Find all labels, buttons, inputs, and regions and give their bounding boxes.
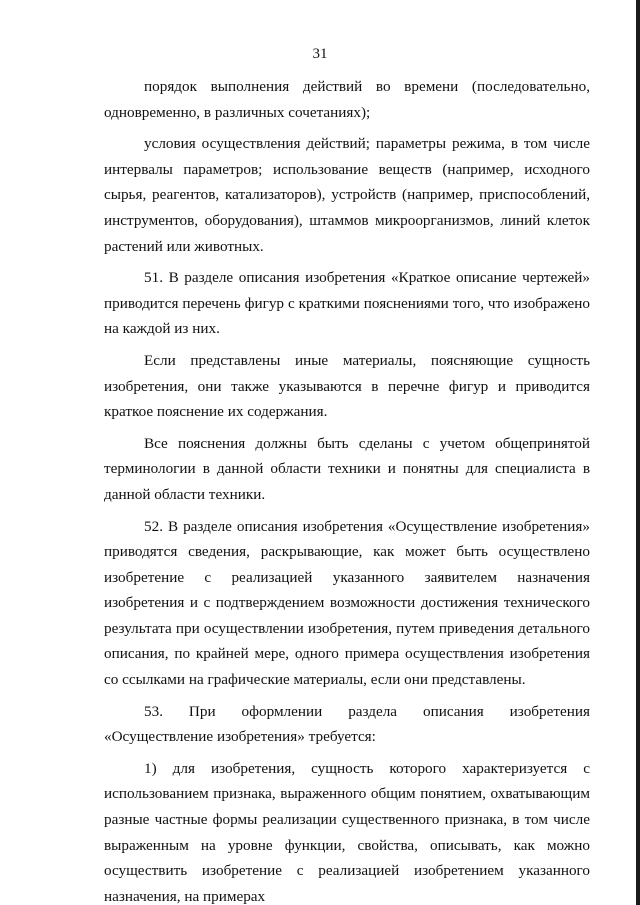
paragraph-53: 53. При оформлении раздела описания изобретения «Осуществление изобретения» требуется: xyxy=(104,702,590,746)
page-number: 31 xyxy=(312,46,328,62)
paragraph-explanations: Все пояснения должны быть сделаны с учетом общепринятой терминологии в данной области техники и понятны для специалиста в данной области техники. xyxy=(104,434,590,503)
body-text xyxy=(104,74,590,905)
paragraph-52: 52. В разделе описания изобретения «Осуществление изобретения» приводятся сведения, раскрывающие, как может быть осуществлено изобретение с реализацией указанного заявителем назначения изобретения и с подтверждением возможности достижения технического результата при осуществлении изобретения, путем приведения детального описания, по крайней мере, одного примера осуществления изобретения со ссылками на графические материалы, если они представлены. xyxy=(104,517,590,689)
paragraph-conditions: условия осуществления действий; параметры режима, в том числе интервалы параметров; использование веществ (например, исходного сырья, реагентов, катализаторов), устройств (например, приспособлений, инструментов, оборудования), штаммов микроорганизмов, линий клеток растений или животных. xyxy=(104,135,590,255)
paragraph-order-of-actions: порядок выполнения действий во времени (последовательно, одновременно, в различных сочетаниях); xyxy=(104,78,590,121)
scan-edge-shadow xyxy=(636,0,640,905)
paragraph-other-materials: Если представлены иные материалы, поясняющие сущность изобретения, они также указываются в перечне фигур и приводится краткое пояснение их содержания. xyxy=(104,351,590,421)
paragraph-53-item-1: 1) для изобретения, сущность которого характеризуется с использованием признака, выраженного общим понятием, охватывающим разные частные формы реализации существенного признака, в том числе выраженным на уровне функции, свойства, описывать, как можно осуществить изобретение с реализацией изобретением указанного назначения, на примерах xyxy=(104,759,590,905)
paragraph-51: 51. В разделе описания изобретения «Краткое описание чертежей» приводится перечень фигур с краткими пояснениями того, что изображено на каждой из них. xyxy=(104,269,590,338)
